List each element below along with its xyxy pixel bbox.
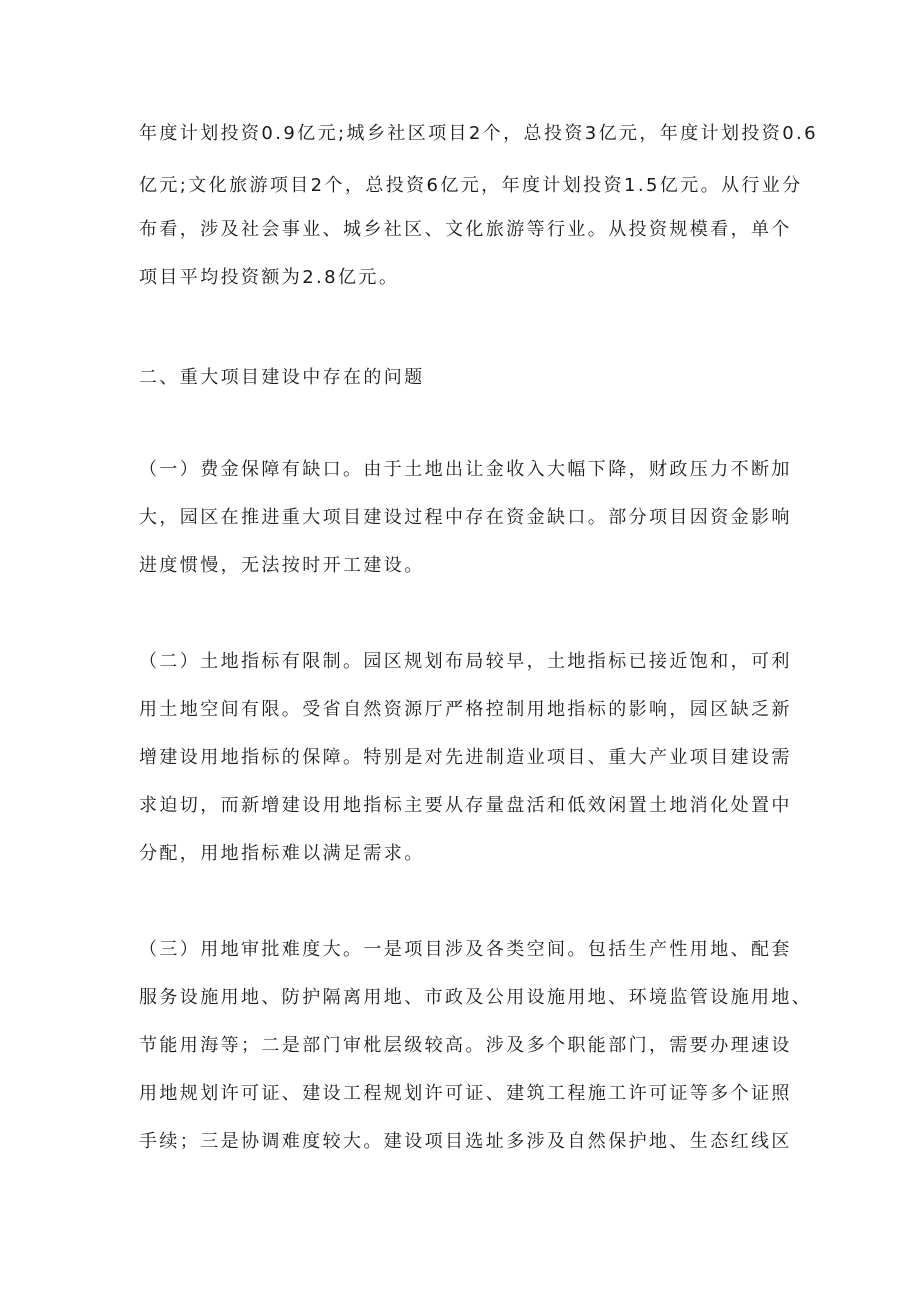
paragraph-investment-line-1: 年度计划投资0.9亿元;城乡社区项目2个，总投资3亿元，年度计划投资0.6 [139,123,819,144]
paragraph-land-quota-line-4: 求迫切，而新增建设用地指标主要从存量盘活和低效闲置土地消化处置中 [139,795,792,816]
paragraph-funding-line-2: 大，园区在推进重大项目建设过程中存在资金缺口。部分项目因资金影响 [139,507,792,528]
paragraph-approval-line-4: 用地规划许可证、建设工程规划许可证、建筑工程施工许可证等多个证照 [139,1083,792,1104]
paragraph-land-quota-line-3: 增建设用地指标的保障。特别是对先进制造业项目、重大产业项目建设需 [139,747,792,768]
paragraph-investment-line-2: 亿元;文化旅游项目2个，总投资6亿元，年度计划投资1.5亿元。从行业分 [139,175,803,196]
paragraph-investment-line-4: 项目平均投资额为2.8亿元。 [139,267,400,288]
paragraph-land-quota-line-1: （二）土地指标有限制。园区规划布局较早，土地指标已接近饱和，可利 [139,651,792,672]
paragraph-approval-line-3: 节能用海等；二是部门审枇层级较高。涉及多个职能部门，需要办理速设 [139,1035,792,1056]
paragraph-investment-line-3: 布看，涉及社会事业、城乡社区、文化旅游等行业。从投资规模看，单个 [139,219,792,240]
paragraph-funding-line-1: （一）费金保障有缺口。由于土地出让金收入大幅下降，财政压力不断加 [139,459,792,480]
paragraph-approval-line-5: 手续；三是协调难度较大。建设项目选址多涉及自然保护地、生态红线区 [139,1131,792,1152]
paragraph-funding-line-3: 进度惯慢，无法按时开工建设。 [139,555,425,576]
paragraph-approval-line-2: 服务设施用地、防护隔离用地、市政及公用设施用地、环境监管设施用地、 [139,987,813,1008]
paragraph-land-quota-line-5: 分配，用地指标难以满足需求。 [139,843,425,864]
paragraph-land-quota-line-2: 用土地空间有限。受省自然资源厅严格控制用地指标的影响，园区缺乏新 [139,699,792,720]
paragraph-approval-line-1: （三）用地审批难度大。一是项目涉及各类空间。包括生产性用地、配套 [139,939,792,960]
section-heading-problems: 二、重大项目建设中存在的问题 [139,367,425,388]
